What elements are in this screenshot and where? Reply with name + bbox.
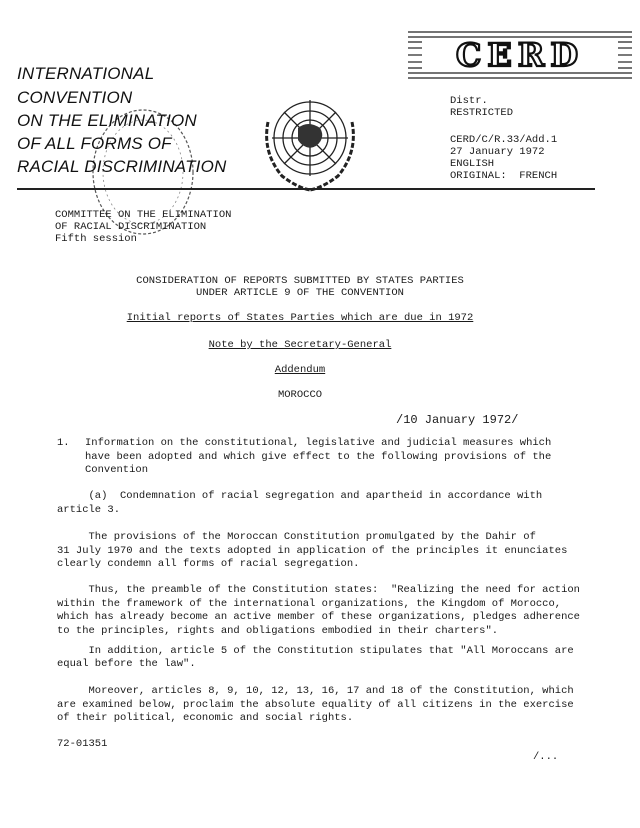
- paragraph-line: to the principles, rights and obligations embodied in their charters".: [57, 625, 499, 637]
- heading-line: UNDER ARTICLE 9 OF THE CONVENTION: [196, 287, 404, 299]
- heading-line: CONSIDERATION OF REPORTS SUBMITTED BY STATES PARTIES: [136, 275, 464, 287]
- committee-line: Fifth session: [55, 233, 137, 245]
- paragraph-line: In addition, article 5 of the Constitution stipulates that "All Moroccans are: [57, 645, 574, 657]
- committee-line: OF RACIAL DISCRIMINATION: [55, 221, 207, 233]
- paragraph-line: within the framework of the international organizations, the Kingdom of Morocco,: [57, 598, 562, 610]
- paragraph-line: are examined below, proclaim the absolute equality of all citizens in the exercise: [57, 699, 574, 711]
- paragraph-line: (a) Condemnation of racial segregation and apartheid in accordance with: [57, 490, 543, 502]
- convention-title-line: OF ALL FORMS OF: [17, 134, 172, 153]
- paragraph-line: have been adopted and which give effect to the following provisions of the: [85, 451, 552, 463]
- paragraph-line: clearly condemn all forms of racial segregation.: [57, 558, 360, 570]
- document-language: ENGLISH: [450, 158, 495, 170]
- country-title: MOROCCO: [277, 389, 323, 401]
- paragraph-line: The provisions of the Moroccan Constitution promulgated by the Dahir of: [57, 531, 536, 543]
- original-language: ORIGINAL: FRENCH: [450, 170, 558, 182]
- paragraph-line: Thus, the preamble of the Constitution states: "Realizing the need for action: [57, 584, 580, 596]
- note-title: Note by the Secretary-General: [208, 339, 392, 351]
- header-divider: [17, 188, 595, 190]
- convention-title-line: RACIAL DISCRIMINATION: [17, 157, 227, 176]
- cerd-logo: [408, 28, 632, 82]
- distribution-label: Distr.: [450, 95, 488, 107]
- paragraph-line: 31 July 1970 and the texts adopted in application of the principles it enunciates: [57, 545, 568, 557]
- convention-title-line: INTERNATIONAL: [17, 64, 155, 83]
- convention-title-line: ON THE ELIMINATION: [17, 111, 197, 130]
- convention-title-line: CONVENTION: [17, 88, 133, 107]
- paragraph-line: which has already become an active member of these organizations, pledges adherence: [57, 611, 580, 623]
- paragraph-line: Moreover, articles 8, 9, 10, 12, 13, 16, 17 and 18 of the Constitution, which: [57, 685, 574, 697]
- continuation-mark: /...: [533, 751, 559, 763]
- document-symbol: CERD/C/R.33/Add.1: [450, 134, 558, 146]
- document-number: 72-01351: [57, 738, 108, 750]
- un-emblem: [258, 92, 362, 196]
- addendum-title: Addendum: [274, 364, 326, 376]
- committee-line: COMMITTEE ON THE ELIMINATION: [55, 209, 232, 221]
- restricted-label: RESTRICTED: [450, 107, 514, 119]
- document-date: 27 January 1972: [450, 146, 545, 158]
- subheading: Initial reports of States Parties which are due in 1972: [126, 312, 474, 324]
- report-date: /10 January 1972/: [396, 413, 519, 427]
- paragraph-line: equal before the law".: [57, 658, 196, 670]
- paragraph-line: Information on the constitutional, legislative and judicial measures which: [85, 437, 552, 449]
- paragraph-line: Convention: [85, 464, 149, 476]
- paragraph-line: article 3.: [57, 504, 121, 516]
- svg-text:CERD: CERD: [455, 36, 585, 74]
- paragraph-number: 1.: [57, 437, 70, 449]
- paragraph-line: of their political, economic and social rights.: [57, 712, 354, 724]
